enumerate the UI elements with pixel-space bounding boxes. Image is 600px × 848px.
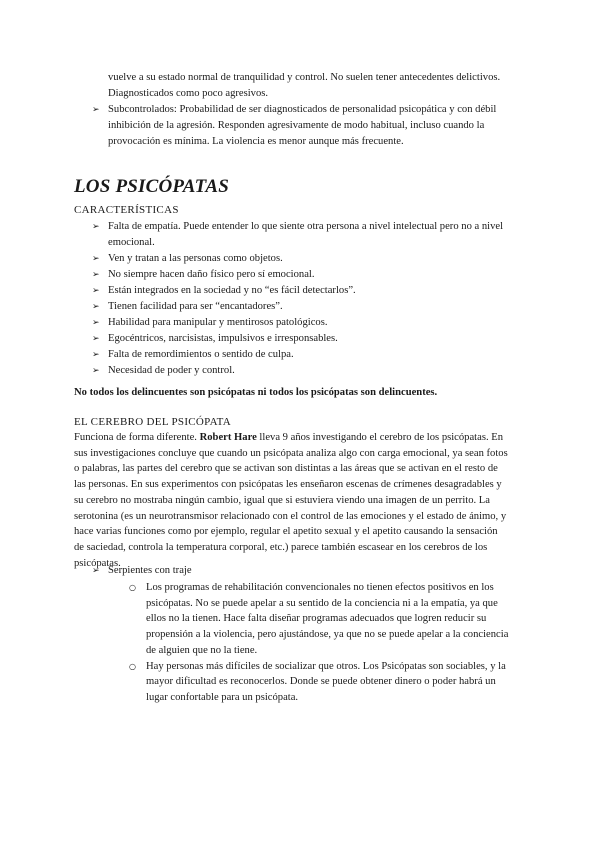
list-item (92, 251, 528, 267)
list-item (92, 331, 528, 347)
paragraph-line: de saciedad, controla la temperatura corporal, etc.) parece también escasear en los cerebros de los (74, 541, 488, 553)
list-item (92, 283, 528, 299)
bullet-line: emocional. (108, 237, 155, 248)
bold-statement: No todos los delincuentes son psicópatas ni todos los psicópatas son delincuentes. (74, 387, 438, 398)
list-item (129, 659, 530, 706)
arrow-bullet-icon: ➢ (92, 566, 100, 576)
section-heading-characteristics: CARACTERÍSTICAS (74, 204, 179, 216)
arrow-bullet-icon: ➢ (92, 350, 100, 360)
list-item (92, 347, 528, 363)
bullet-line: propensión a la violencia, pero ajustándose, ya que no se puede apelar a la conciencia (146, 629, 509, 641)
paragraph-text: lleva 9 años investigando el cerebro de los psicópatas. En (256, 432, 504, 443)
arrow-bullet-icon: ➢ (92, 105, 100, 115)
bullet-line: mayor dificultad es reconocerlos. Donde se puede obtener dinero o poder habrá un (146, 676, 496, 688)
circle-bullet-icon: ○ (129, 583, 136, 592)
bullet-line: Serpientes con traje (108, 565, 192, 576)
brain-paragraph (74, 430, 530, 571)
bullet-line: de alguien que no la tiene. (146, 644, 258, 656)
bullet-line: Ven y tratan a las personas como objetos. (108, 253, 283, 264)
circle-bullet-icon: ○ (129, 661, 136, 671)
list-item (92, 102, 528, 150)
paragraph-line: o palabras, las partes del cerebro que se activan son distintas a las áreas que se activan en el resto de (74, 463, 498, 475)
bullet-line: Los programas de rehabilitación convencionales no tienen efectos positivos en los (146, 582, 494, 593)
arrow-bullet-icon: ➢ (92, 254, 100, 264)
paragraph-line (74, 430, 530, 446)
page-title: LOS PSICÓPATAS (74, 176, 230, 197)
bullet-line: lugar confortable para un psicópata. (146, 691, 299, 703)
list-item (92, 563, 528, 579)
bullet-line: Habilidad para manipular y mentirosos patológicos. (108, 317, 328, 328)
bullet-line: No siempre hacen daño físico pero sí emocional. (108, 269, 315, 280)
characteristics-list (92, 219, 528, 379)
list-item (92, 219, 528, 251)
bullet-line: Egocéntricos, narcisistas, impulsivos e irresponsables. (108, 333, 338, 344)
arrow-bullet-icon: ➢ (92, 318, 100, 328)
bullet-line: psicópatas. No se puede apelar a su sentido de la conciencia ni a la empatía, ya que (146, 597, 498, 609)
bullet-line: Subcontrolados: Probabilidad de ser diagnosticados de personalidad psicopática y con débil (108, 104, 497, 115)
bullet-line: Necesidad de poder y control. (108, 365, 235, 376)
circle-bullet-list (129, 580, 530, 706)
bullet-line: provocación es mínima. La violencia es menor aunque más frecuente. (108, 136, 404, 147)
arrow-bullet-icon: ➢ (92, 222, 100, 232)
bullet-line: Falta de empatía. Puede entender lo que siente otra persona a nivel intelectual pero no a nivel (108, 221, 504, 232)
top-bullet-list (92, 102, 528, 150)
paragraph-line: psicópatas. (74, 557, 121, 569)
arrow-bullet-icon: ➢ (92, 286, 100, 296)
list-item (92, 363, 528, 379)
sub-bullet-list (92, 563, 528, 579)
list-item (92, 315, 528, 331)
list-item (129, 580, 530, 659)
paragraph-text: Funciona de forma diferente. (74, 432, 200, 443)
arrow-bullet-icon: ➢ (92, 366, 100, 376)
arrow-bullet-icon: ➢ (92, 334, 100, 344)
list-item (92, 267, 528, 283)
paragraph-line: las personas. En sus experimentos con psicópatas les enseñaron escenas de crímenes desagradables y (74, 479, 502, 491)
list-item (92, 299, 528, 315)
continuation-line: vuelve a su estado normal de tranquilidad y control. No suelen tener antecedentes delictivos. (108, 72, 501, 83)
bullet-line: Tienen facilidad para ser “encantadores”. (108, 301, 283, 312)
arrow-bullet-icon: ➢ (92, 270, 100, 280)
continuation-line: Diagnosticados como poco agresivos. (108, 88, 269, 99)
continuation-text (108, 70, 528, 102)
bullet-line: Están integrados en la sociedad y no “es fácil detectarlos”. (108, 285, 356, 296)
paragraph-line: serotonina (es un neurotransmisor relacionado con el control de las emociones y el estado de ánimo, y (74, 510, 507, 522)
bullet-line: Falta de remordimientos o sentido de culpa. (108, 349, 294, 360)
bullet-line: inhibición de la agresión. Responden agresivamente de modo habitual, incluso cuando la (108, 120, 485, 131)
paragraph-line: hace varias funciones como por ejemplo, regular el apetito sexual y el apetito causando la sensación (74, 526, 498, 538)
bullet-line: Hay personas más difíciles de socializar que otros. Los Psicópatas son sociables, y la (146, 660, 506, 672)
paragraph-line: su cerebro no mostraba ningún cambio, igual que si estuviera viendo una imagen de un perrito. La (74, 494, 490, 506)
author-name: Robert Hare (199, 432, 257, 443)
paragraph-line: sus investigaciones concluye que cuando un psicópata analiza algo con carga emocional, ya sean fotos (74, 447, 508, 459)
arrow-bullet-icon: ➢ (92, 302, 100, 312)
bullet-line: ellos no la tienen. Hace falta diseñar programas adecuados que logren reducir su (146, 613, 487, 625)
section-heading-brain: EL CEREBRO DEL PSICÓPATA (74, 416, 231, 428)
